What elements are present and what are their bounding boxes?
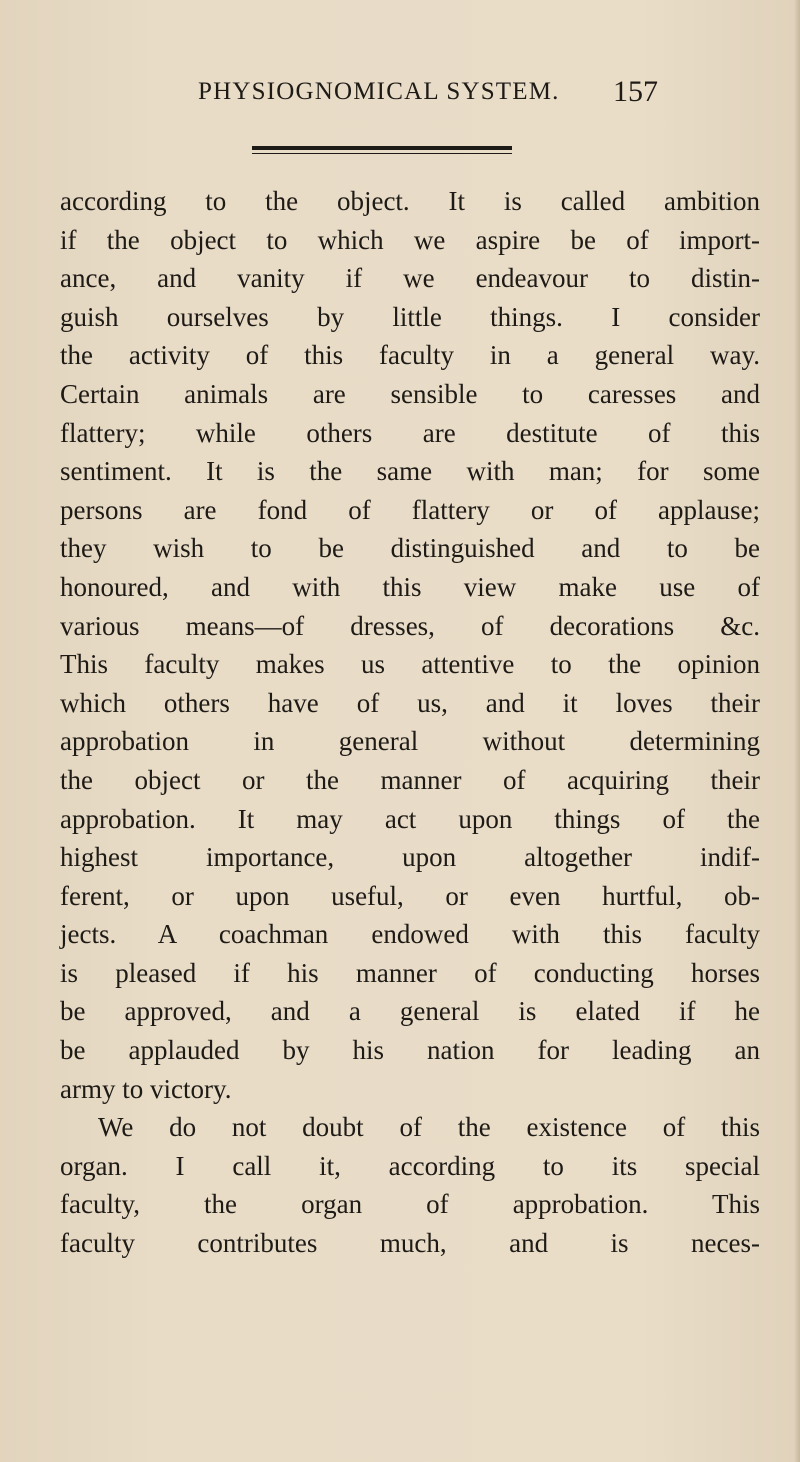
text-line: according to the object. It is called ambition [60,186,760,216]
text-line: is pleased if his manner of conducting horses [60,957,760,988]
text-line: various means—of dresses, of decorations &c. [60,610,760,641]
text-line: approbation. It may act upon things of the [60,803,760,834]
text-line: ferent, or upon useful, or even hurtful, ob- [60,880,760,911]
text-line: the activity of this faculty in a general way. [60,340,760,371]
text-line: Certain animals are sensible to caresses and [60,378,760,409]
text-line: if the object to which we aspire be of import- [60,224,760,255]
text-line: persons are fond of flattery or of applause; [60,494,760,525]
running-title: PHYSIOGNOMICAL SYSTEM. [198,78,560,105]
page-edge-shadow [794,0,800,1462]
text-line: the object or the manner of acquiring their [60,764,760,795]
text-line: faculty contributes much, and is neces- [60,1228,760,1259]
text-line: which others have of us, and it loves their [60,687,760,718]
body-text [60,182,760,1263]
text-line: organ. I call it, according to its special [60,1150,760,1181]
text-line: ance, and vanity if we endeavour to distin- [60,263,760,294]
text-line: they wish to be distinguished and to be [60,533,760,564]
text-line: be applauded by his nation for leading an [60,1035,760,1066]
text-line: sentiment. It is the same with man; for some [60,456,760,487]
paragraph-start-line: We do not doubt of the existence of this [98,1112,760,1143]
page-number: 157 [613,75,658,108]
text-line: honoured, and with this view make use of [60,571,760,602]
text-line: highest importance, upon altogether indif- [60,842,760,873]
text-line: flattery; while others are destitute of this [60,417,760,448]
text-line: jects. A coachman endowed with this faculty [60,919,760,950]
text-line: approbation in general without determining [60,726,760,757]
text-line: This faculty makes us attentive to the opinion [60,649,760,680]
header-rule-thin [252,153,512,154]
running-head [198,75,658,114]
paragraph-end-line: army to victory. [60,1073,232,1104]
header-rule [252,146,512,150]
text-line: guish ourselves by little things. I consider [60,301,760,332]
text-line: be approved, and a general is elated if he [60,996,760,1027]
text-line: faculty, the organ of approbation. This [60,1189,760,1220]
